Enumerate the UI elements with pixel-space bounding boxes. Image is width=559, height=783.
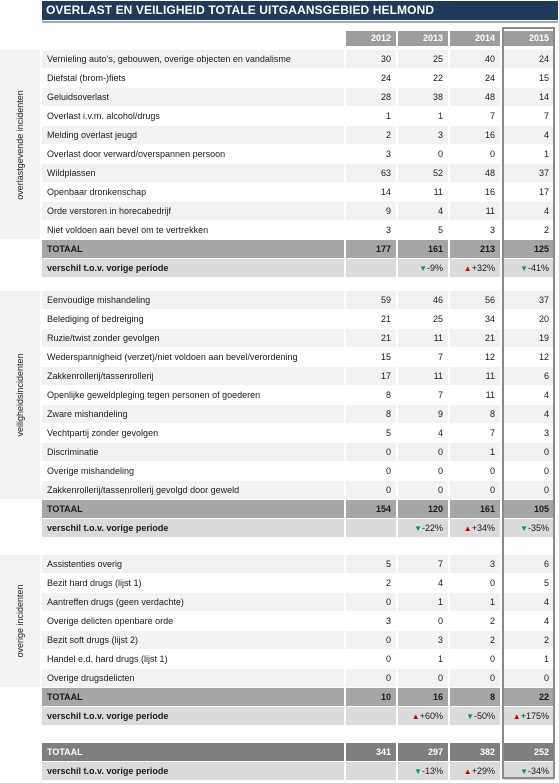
data-row [42, 107, 558, 125]
value-cell-2013: 7 [398, 555, 448, 573]
value-cell-2015: 19 [504, 329, 554, 347]
data-row-label: Zware mishandeling [42, 405, 344, 423]
value-cell-2015: 0 [504, 443, 554, 461]
triangle-up-icon: ▲ [463, 524, 472, 533]
triangle-down-icon: ▼ [414, 767, 422, 776]
value-cell-2015: 6 [504, 367, 554, 385]
value-cell-2012: 0 [346, 669, 396, 687]
value-cell-2013: 16 [398, 688, 448, 706]
change-percent: -35% [527, 523, 549, 533]
triangle-down-icon: ▼ [520, 524, 528, 533]
value-cell-2015: 22 [504, 688, 554, 706]
value-cell-2015: 17 [504, 183, 554, 201]
data-row-label: Overige mishandeling [42, 462, 344, 480]
change-cell-2013 [398, 762, 448, 780]
grand-change-row-label: verschil t.o.v. vorige periode [42, 762, 344, 780]
value-cell-2012: 3 [346, 145, 396, 163]
value-cell-2015: 3 [504, 424, 554, 442]
value-cell-2015: 125 [504, 240, 554, 258]
section-label [0, 291, 40, 499]
value-cell-2014: 3 [450, 221, 500, 239]
change-cell-2014 [450, 707, 500, 725]
triangle-down-icon: ▼ [419, 264, 427, 273]
title-underline [42, 21, 558, 23]
data-row [42, 574, 558, 592]
value-cell-2014: 21 [450, 329, 500, 347]
value-cell-2013: 4 [398, 424, 448, 442]
value-cell-2014: 12 [450, 348, 500, 366]
data-row-label: Orde verstoren in horecabedrijf [42, 202, 344, 220]
value-cell-2012: 0 [346, 631, 396, 649]
value-cell-2013: 0 [398, 481, 448, 499]
value-cell-2014: 3 [450, 555, 500, 573]
value-cell-2013: 0 [398, 669, 448, 687]
value-cell-2012: 63 [346, 164, 396, 182]
data-row [42, 164, 558, 182]
data-row-label: Melding overlast jeugd [42, 126, 344, 144]
data-row-label: Handel e.d. hard drugs (lijst 1) [42, 650, 344, 668]
data-row [42, 367, 558, 385]
value-cell-2014: 2 [450, 631, 500, 649]
value-cell-2012: 154 [346, 500, 396, 518]
value-cell-2013: 0 [398, 443, 448, 461]
year-header-2014: 2014 [450, 31, 500, 46]
data-row-label: Overlast i.v.m. alcohol/drugs [42, 107, 344, 125]
data-row-label: Eenvoudige mishandeling [42, 291, 344, 309]
value-cell-2012: 0 [346, 443, 396, 461]
data-row [42, 145, 558, 163]
value-cell-2015: 2 [504, 221, 554, 239]
data-row-label: Bezit soft drugs (lijst 2) [42, 631, 344, 649]
value-cell-2015: 12 [504, 348, 554, 366]
data-row [42, 291, 558, 309]
value-cell-2014: 24 [450, 69, 500, 87]
data-row [42, 443, 558, 461]
section-label [0, 555, 40, 687]
data-row [42, 329, 558, 347]
grand-change-row [42, 762, 558, 780]
change-percent: +32% [471, 263, 495, 273]
value-cell-2013: 3 [398, 631, 448, 649]
value-cell-2013: 25 [398, 310, 448, 328]
data-row [42, 424, 558, 442]
year-header-2012: 2012 [346, 31, 396, 46]
value-cell-2015: 4 [504, 202, 554, 220]
change-cell-2012 [346, 259, 396, 277]
grand-total-row-label: TOTAAL [42, 743, 344, 761]
value-cell-2013: 5 [398, 221, 448, 239]
data-row-label: Zakkenrollerij/tassenrollerij gevolgd door geweld [42, 481, 344, 499]
section-label-text: overige incidenten [15, 584, 25, 658]
data-row-label: Geluidsoverlast [42, 88, 344, 106]
change-percent: -13% [421, 766, 443, 776]
data-row-label: Discriminatie [42, 443, 344, 461]
value-cell-2012: 0 [346, 593, 396, 611]
data-row-label: Zakkenrollerij/tassenrollerij [42, 367, 344, 385]
data-row-label: Bezit hard drugs (lijst 1) [42, 574, 344, 592]
change-cell-2012 [346, 519, 396, 537]
value-cell-2015: 0 [504, 462, 554, 480]
value-cell-2012: 17 [346, 367, 396, 385]
value-cell-2014: 48 [450, 164, 500, 182]
value-cell-2013: 4 [398, 202, 448, 220]
data-row [42, 405, 558, 423]
data-row-label: Overlast door verward/overspannen persoon [42, 145, 344, 163]
data-row-label: Ruzie/twist zonder gevolgen [42, 329, 344, 347]
change-percent: +60% [419, 711, 443, 721]
value-cell-2014: 1 [450, 443, 500, 461]
value-cell-2013: 0 [398, 462, 448, 480]
value-cell-2014: 7 [450, 424, 500, 442]
data-row [42, 221, 558, 239]
data-row [42, 631, 558, 649]
value-cell-2015: 20 [504, 310, 554, 328]
value-cell-2014: 0 [450, 650, 500, 668]
data-row [42, 88, 558, 106]
value-cell-2015: 4 [504, 126, 554, 144]
value-cell-2015: 1 [504, 650, 554, 668]
data-row-label: Openlijke geweldpleging tegen personen of goederen [42, 386, 344, 404]
data-row-label: Vechtpartij zonder gevolgen [42, 424, 344, 442]
change-percent: +34% [471, 523, 495, 533]
data-row-label: Diefstal (brom-)fiets [42, 69, 344, 87]
value-cell-2014: 40 [450, 50, 500, 68]
change-cell-2015 [504, 519, 554, 537]
value-cell-2012: 5 [346, 555, 396, 573]
data-row-label: Wederspannigheid (verzet)/niet voldoen aan bevel/verordening [42, 348, 344, 366]
change-cell-2015 [504, 259, 554, 277]
value-cell-2015: 1 [504, 145, 554, 163]
data-row [42, 593, 558, 611]
value-cell-2012: 59 [346, 291, 396, 309]
value-cell-2015: 4 [504, 386, 554, 404]
value-cell-2012: 0 [346, 481, 396, 499]
change-cell-2015 [504, 762, 554, 780]
change-percent: +29% [471, 766, 495, 776]
value-cell-2014: 8 [450, 405, 500, 423]
value-cell-2014: 11 [450, 386, 500, 404]
section-label-text: overlastgevende incidenten [15, 89, 25, 200]
value-cell-2014: 382 [450, 743, 500, 761]
value-cell-2012: 10 [346, 688, 396, 706]
value-cell-2012: 9 [346, 202, 396, 220]
value-cell-2015: 5 [504, 574, 554, 592]
value-cell-2013: 3 [398, 126, 448, 144]
value-cell-2013: 9 [398, 405, 448, 423]
section-label-text: veiligheidsincidenten [15, 353, 25, 437]
data-row-label: Overige drugsdelicten [42, 669, 344, 687]
data-row [42, 310, 558, 328]
value-cell-2015: 2 [504, 631, 554, 649]
value-cell-2013: 7 [398, 348, 448, 366]
value-cell-2012: 2 [346, 574, 396, 592]
triangle-down-icon: ▼ [466, 712, 474, 721]
data-row [42, 386, 558, 404]
value-cell-2013: 0 [398, 612, 448, 630]
section-change-row-label: verschil t.o.v. vorige periode [42, 707, 344, 725]
section-total-row-label: TOTAAL [42, 240, 344, 258]
year-header-2013: 2013 [398, 31, 448, 46]
value-cell-2013: 11 [398, 183, 448, 201]
change-percent: -41% [527, 263, 549, 273]
value-cell-2013: 22 [398, 69, 448, 87]
data-row [42, 650, 558, 668]
value-cell-2014: 16 [450, 183, 500, 201]
change-percent: -9% [426, 263, 443, 273]
value-cell-2012: 0 [346, 462, 396, 480]
data-row-label: Wildplassen [42, 164, 344, 182]
value-cell-2015: 24 [504, 50, 554, 68]
change-cell-2013 [398, 707, 448, 725]
value-cell-2012: 1 [346, 107, 396, 125]
data-row-label: Overige delicten openbare orde [42, 612, 344, 630]
value-cell-2015: 4 [504, 593, 554, 611]
value-cell-2014: 48 [450, 88, 500, 106]
value-cell-2012: 3 [346, 221, 396, 239]
data-row-label: Aantreffen drugs (geen verdachte) [42, 593, 344, 611]
value-cell-2013: 25 [398, 50, 448, 68]
value-cell-2012: 8 [346, 405, 396, 423]
grand-total-row [42, 743, 558, 761]
value-cell-2013: 1 [398, 650, 448, 668]
section-total-row [42, 240, 558, 258]
triangle-up-icon: ▲ [411, 712, 420, 721]
value-cell-2014: 2 [450, 612, 500, 630]
value-cell-2013: 1 [398, 107, 448, 125]
section-label [0, 50, 40, 239]
data-row [42, 462, 558, 480]
change-percent: -34% [527, 766, 549, 776]
value-cell-2015: 14 [504, 88, 554, 106]
value-cell-2015: 0 [504, 481, 554, 499]
value-cell-2012: 24 [346, 69, 396, 87]
section-total-row-label: TOTAAL [42, 500, 344, 518]
change-cell-2012 [346, 707, 396, 725]
triangle-down-icon: ▼ [520, 767, 528, 776]
section-change-row [42, 519, 558, 537]
value-cell-2012: 0 [346, 650, 396, 668]
value-cell-2015: 252 [504, 743, 554, 761]
value-cell-2014: 213 [450, 240, 500, 258]
value-cell-2015: 37 [504, 164, 554, 182]
section-change-row [42, 707, 558, 725]
value-cell-2012: 30 [346, 50, 396, 68]
value-cell-2014: 56 [450, 291, 500, 309]
value-cell-2012: 8 [346, 386, 396, 404]
value-cell-2013: 46 [398, 291, 448, 309]
year-header-2015: 2015 [504, 31, 554, 46]
value-cell-2012: 341 [346, 743, 396, 761]
value-cell-2013: 4 [398, 574, 448, 592]
value-cell-2014: 11 [450, 367, 500, 385]
section-total-row [42, 500, 558, 518]
data-row-label: Assistenties overig [42, 555, 344, 573]
value-cell-2012: 3 [346, 612, 396, 630]
data-row [42, 555, 558, 573]
data-row-label: Niet voldoen aan bevel om te vertrekken [42, 221, 344, 239]
change-cell-2014 [450, 762, 500, 780]
value-cell-2015: 105 [504, 500, 554, 518]
value-cell-2014: 34 [450, 310, 500, 328]
value-cell-2015: 4 [504, 612, 554, 630]
section-change-row-label: verschil t.o.v. vorige periode [42, 519, 344, 537]
value-cell-2014: 161 [450, 500, 500, 518]
data-row [42, 202, 558, 220]
value-cell-2012: 2 [346, 126, 396, 144]
value-cell-2012: 21 [346, 329, 396, 347]
value-cell-2013: 11 [398, 367, 448, 385]
value-cell-2012: 15 [346, 348, 396, 366]
value-cell-2015: 4 [504, 405, 554, 423]
data-row [42, 126, 558, 144]
value-cell-2013: 7 [398, 386, 448, 404]
value-cell-2013: 38 [398, 88, 448, 106]
value-cell-2013: 161 [398, 240, 448, 258]
report-title: OVERLAST EN VEILIGHEID TOTALE UITGAANSGEBIED HELMOND [42, 1, 558, 20]
triangle-up-icon: ▲ [463, 264, 472, 273]
change-cell-2014 [450, 259, 500, 277]
triangle-down-icon: ▼ [520, 264, 528, 273]
value-cell-2013: 120 [398, 500, 448, 518]
section-change-row [42, 259, 558, 277]
value-cell-2012: 28 [346, 88, 396, 106]
triangle-up-icon: ▲ [463, 767, 472, 776]
section-total-row [42, 688, 558, 706]
value-cell-2014: 16 [450, 126, 500, 144]
value-cell-2014: 0 [450, 145, 500, 163]
data-row [42, 481, 558, 499]
value-cell-2015: 15 [504, 69, 554, 87]
data-row-label: Openbaar dronkenschap [42, 183, 344, 201]
data-row [42, 183, 558, 201]
triangle-up-icon: ▲ [512, 712, 521, 721]
data-row [42, 612, 558, 630]
value-cell-2013: 11 [398, 329, 448, 347]
change-cell-2014 [450, 519, 500, 537]
value-cell-2014: 0 [450, 574, 500, 592]
change-percent: -50% [473, 711, 495, 721]
value-cell-2012: 14 [346, 183, 396, 201]
value-cell-2013: 297 [398, 743, 448, 761]
value-cell-2015: 7 [504, 107, 554, 125]
change-cell-2015 [504, 707, 554, 725]
data-row [42, 348, 558, 366]
value-cell-2015: 37 [504, 291, 554, 309]
section-change-row-label: verschil t.o.v. vorige periode [42, 259, 344, 277]
value-cell-2013: 0 [398, 145, 448, 163]
value-cell-2013: 52 [398, 164, 448, 182]
value-cell-2014: 11 [450, 202, 500, 220]
triangle-down-icon: ▼ [414, 524, 422, 533]
data-row [42, 69, 558, 87]
data-row-label: Vernieling auto's, gebouwen, overige objecten en vandalisme [42, 50, 344, 68]
data-row [42, 669, 558, 687]
value-cell-2015: 6 [504, 555, 554, 573]
value-cell-2012: 177 [346, 240, 396, 258]
value-cell-2012: 5 [346, 424, 396, 442]
value-cell-2014: 0 [450, 481, 500, 499]
change-percent: -22% [421, 523, 443, 533]
data-row [42, 50, 558, 68]
data-row-label: Belediging of bedreiging [42, 310, 344, 328]
value-cell-2013: 1 [398, 593, 448, 611]
value-cell-2014: 8 [450, 688, 500, 706]
change-cell-2012 [346, 762, 396, 780]
change-cell-2013 [398, 259, 448, 277]
change-cell-2013 [398, 519, 448, 537]
value-cell-2014: 0 [450, 669, 500, 687]
value-cell-2015: 0 [504, 669, 554, 687]
value-cell-2014: 1 [450, 593, 500, 611]
change-percent: +175% [520, 711, 549, 721]
value-cell-2014: 0 [450, 462, 500, 480]
section-total-row-label: TOTAAL [42, 688, 344, 706]
value-cell-2012: 21 [346, 310, 396, 328]
value-cell-2014: 7 [450, 107, 500, 125]
